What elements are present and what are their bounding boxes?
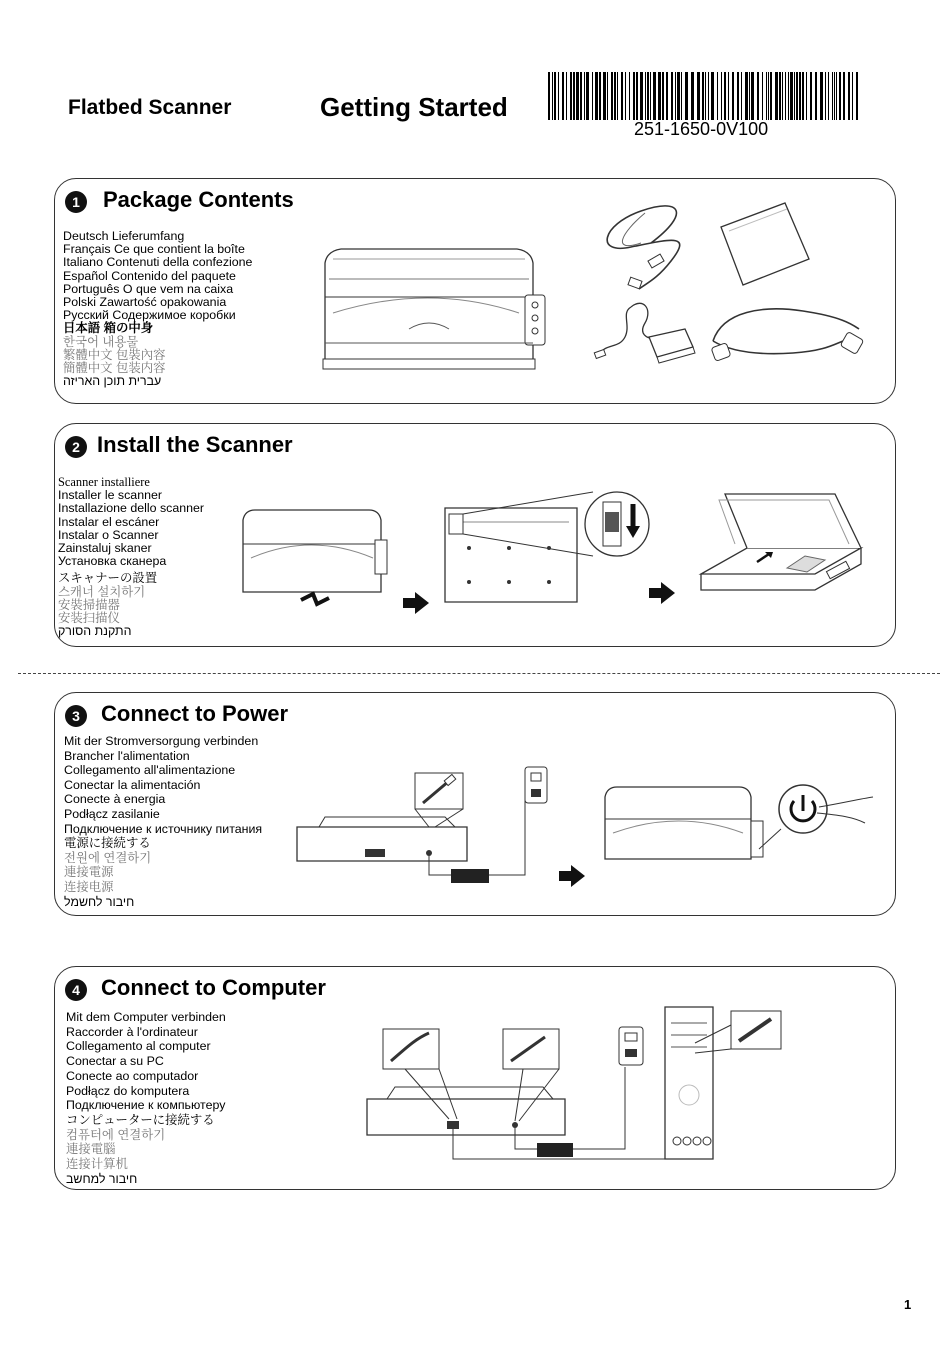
part-number: 251-1650-0V100 [634,119,769,139]
translation-line: Instalar el escáner [58,514,160,529]
scanner-illustration [319,243,551,383]
section-connect-computer [54,966,896,1190]
translation-line: Conecte à energia [64,792,166,807]
scanner-open-lid-illustration [695,490,863,612]
power-cord-illustration [703,301,883,369]
translation-line: חיבור לחשמל [64,894,135,909]
translation-line: Deutsch Lieferumfang [63,229,185,243]
next-step-arrow-icon [401,592,431,614]
translation-line: 스캐너 설치하기 [58,584,146,599]
translation-line: Português O que vem na caixa [63,281,234,296]
section-title: Install the Scanner [97,432,293,457]
translation-line: 連接電源 [64,865,114,880]
translation-line: Установка сканера [58,554,167,569]
translation-line: Conecte ao computador [66,1068,199,1083]
section-number-badge: 2 [65,436,87,458]
translation-line: Mit der Stromversorgung verbinden [64,734,259,748]
translation-line: Zainstaluj skaner [58,541,152,556]
translation-list [64,734,262,909]
usb-cable-illustration [601,203,691,293]
translation-line: Подключение к источнику питания [64,821,263,836]
translation-line: スキャナーの設置 [58,571,158,586]
barcode-image [548,72,860,120]
translation-line: עברית תוכן האריזה [63,374,162,389]
translation-line: חיבור למחשב [66,1171,138,1186]
translation-line: 安装扫描仪 [58,611,120,626]
translation-line: Conectar la alimentación [64,777,201,792]
scanner-unlock-illustration [241,506,391,610]
section-number-badge: 3 [65,705,87,727]
translation-line: Conectar a su PC [66,1054,164,1069]
product-name: Flatbed Scanner [68,96,232,119]
section-connect-power [54,692,896,916]
translation-line: Scanner installiere [58,475,150,489]
translation-line: Italiano Contenuti della confezione [63,255,253,270]
translation-line: 繁體中文 包裝內容 [63,347,166,362]
section-title: Package Contents [103,187,294,212]
translation-line: 连接电源 [64,879,114,894]
translation-line: 전원에 연결하기 [64,850,152,865]
translation-line: Podłącz zasilanie [64,806,160,821]
section-divider [18,673,940,674]
translation-line: 連接電腦 [66,1142,116,1157]
section-number-badge: 4 [65,979,87,1001]
scanner-power-on-illustration [603,783,883,873]
translation-line: Français Ce que contient la boîte [63,242,245,257]
scanner-bottom-lock-illustration [439,486,653,606]
translation-line: 컴퓨터에 연결하기 [66,1127,166,1142]
translation-line: 簡體中文 包装内容 [63,361,166,376]
document-illustration [717,201,813,287]
translation-line: Polski Zawartość opakowania [63,295,227,310]
translation-line: 電源に接続する [64,836,151,851]
translation-line: Instalar o Scanner [58,527,159,542]
next-step-arrow-icon [557,865,587,887]
translation-line: Podłącz do komputera [66,1083,190,1098]
power-adapter-illustration [595,299,699,369]
translation-line: התקנת הסורק [58,624,132,639]
translation-line: Español Contenido del paquete [63,268,236,283]
translation-line: Mit dem Computer verbinden [66,1010,226,1024]
translation-list [58,476,204,638]
translation-line: 日本語 箱の中身 [63,321,154,336]
scanner-computer-cable-illustration [365,1003,795,1167]
section-package-contents [54,178,896,404]
document-title: Getting Started [320,92,508,122]
translation-line: Collegamento all'alimentazione [64,763,236,778]
next-step-arrow-icon [647,582,677,604]
section-title: Connect to Computer [101,975,326,1000]
page-number: 1 [904,1297,912,1312]
translation-line: コンピューターに接続する [66,1112,215,1127]
translation-line: Русский Содержимое коробки [63,308,236,323]
scanner-power-cable-illustration [295,765,563,889]
section-install-scanner [54,423,896,647]
section-number-badge: 1 [65,191,87,213]
translation-list [66,1010,226,1186]
translation-line: Brancher l'alimentation [64,748,190,763]
translation-line: Подключение к компьютеру [66,1098,226,1113]
translation-line: 连接计算机 [66,1157,128,1172]
translation-line: 한국어 내용물 [63,334,139,349]
section-title: Connect to Power [101,701,289,726]
translation-line: Installazione dello scanner [58,501,205,516]
translation-list [63,230,252,388]
translation-line: 安裝掃描器 [58,597,120,612]
translation-line: Raccorder à l'ordinateur [66,1024,198,1039]
translation-line: Installer le scanner [58,488,162,503]
translation-line: Collegamento al computer [66,1039,211,1054]
